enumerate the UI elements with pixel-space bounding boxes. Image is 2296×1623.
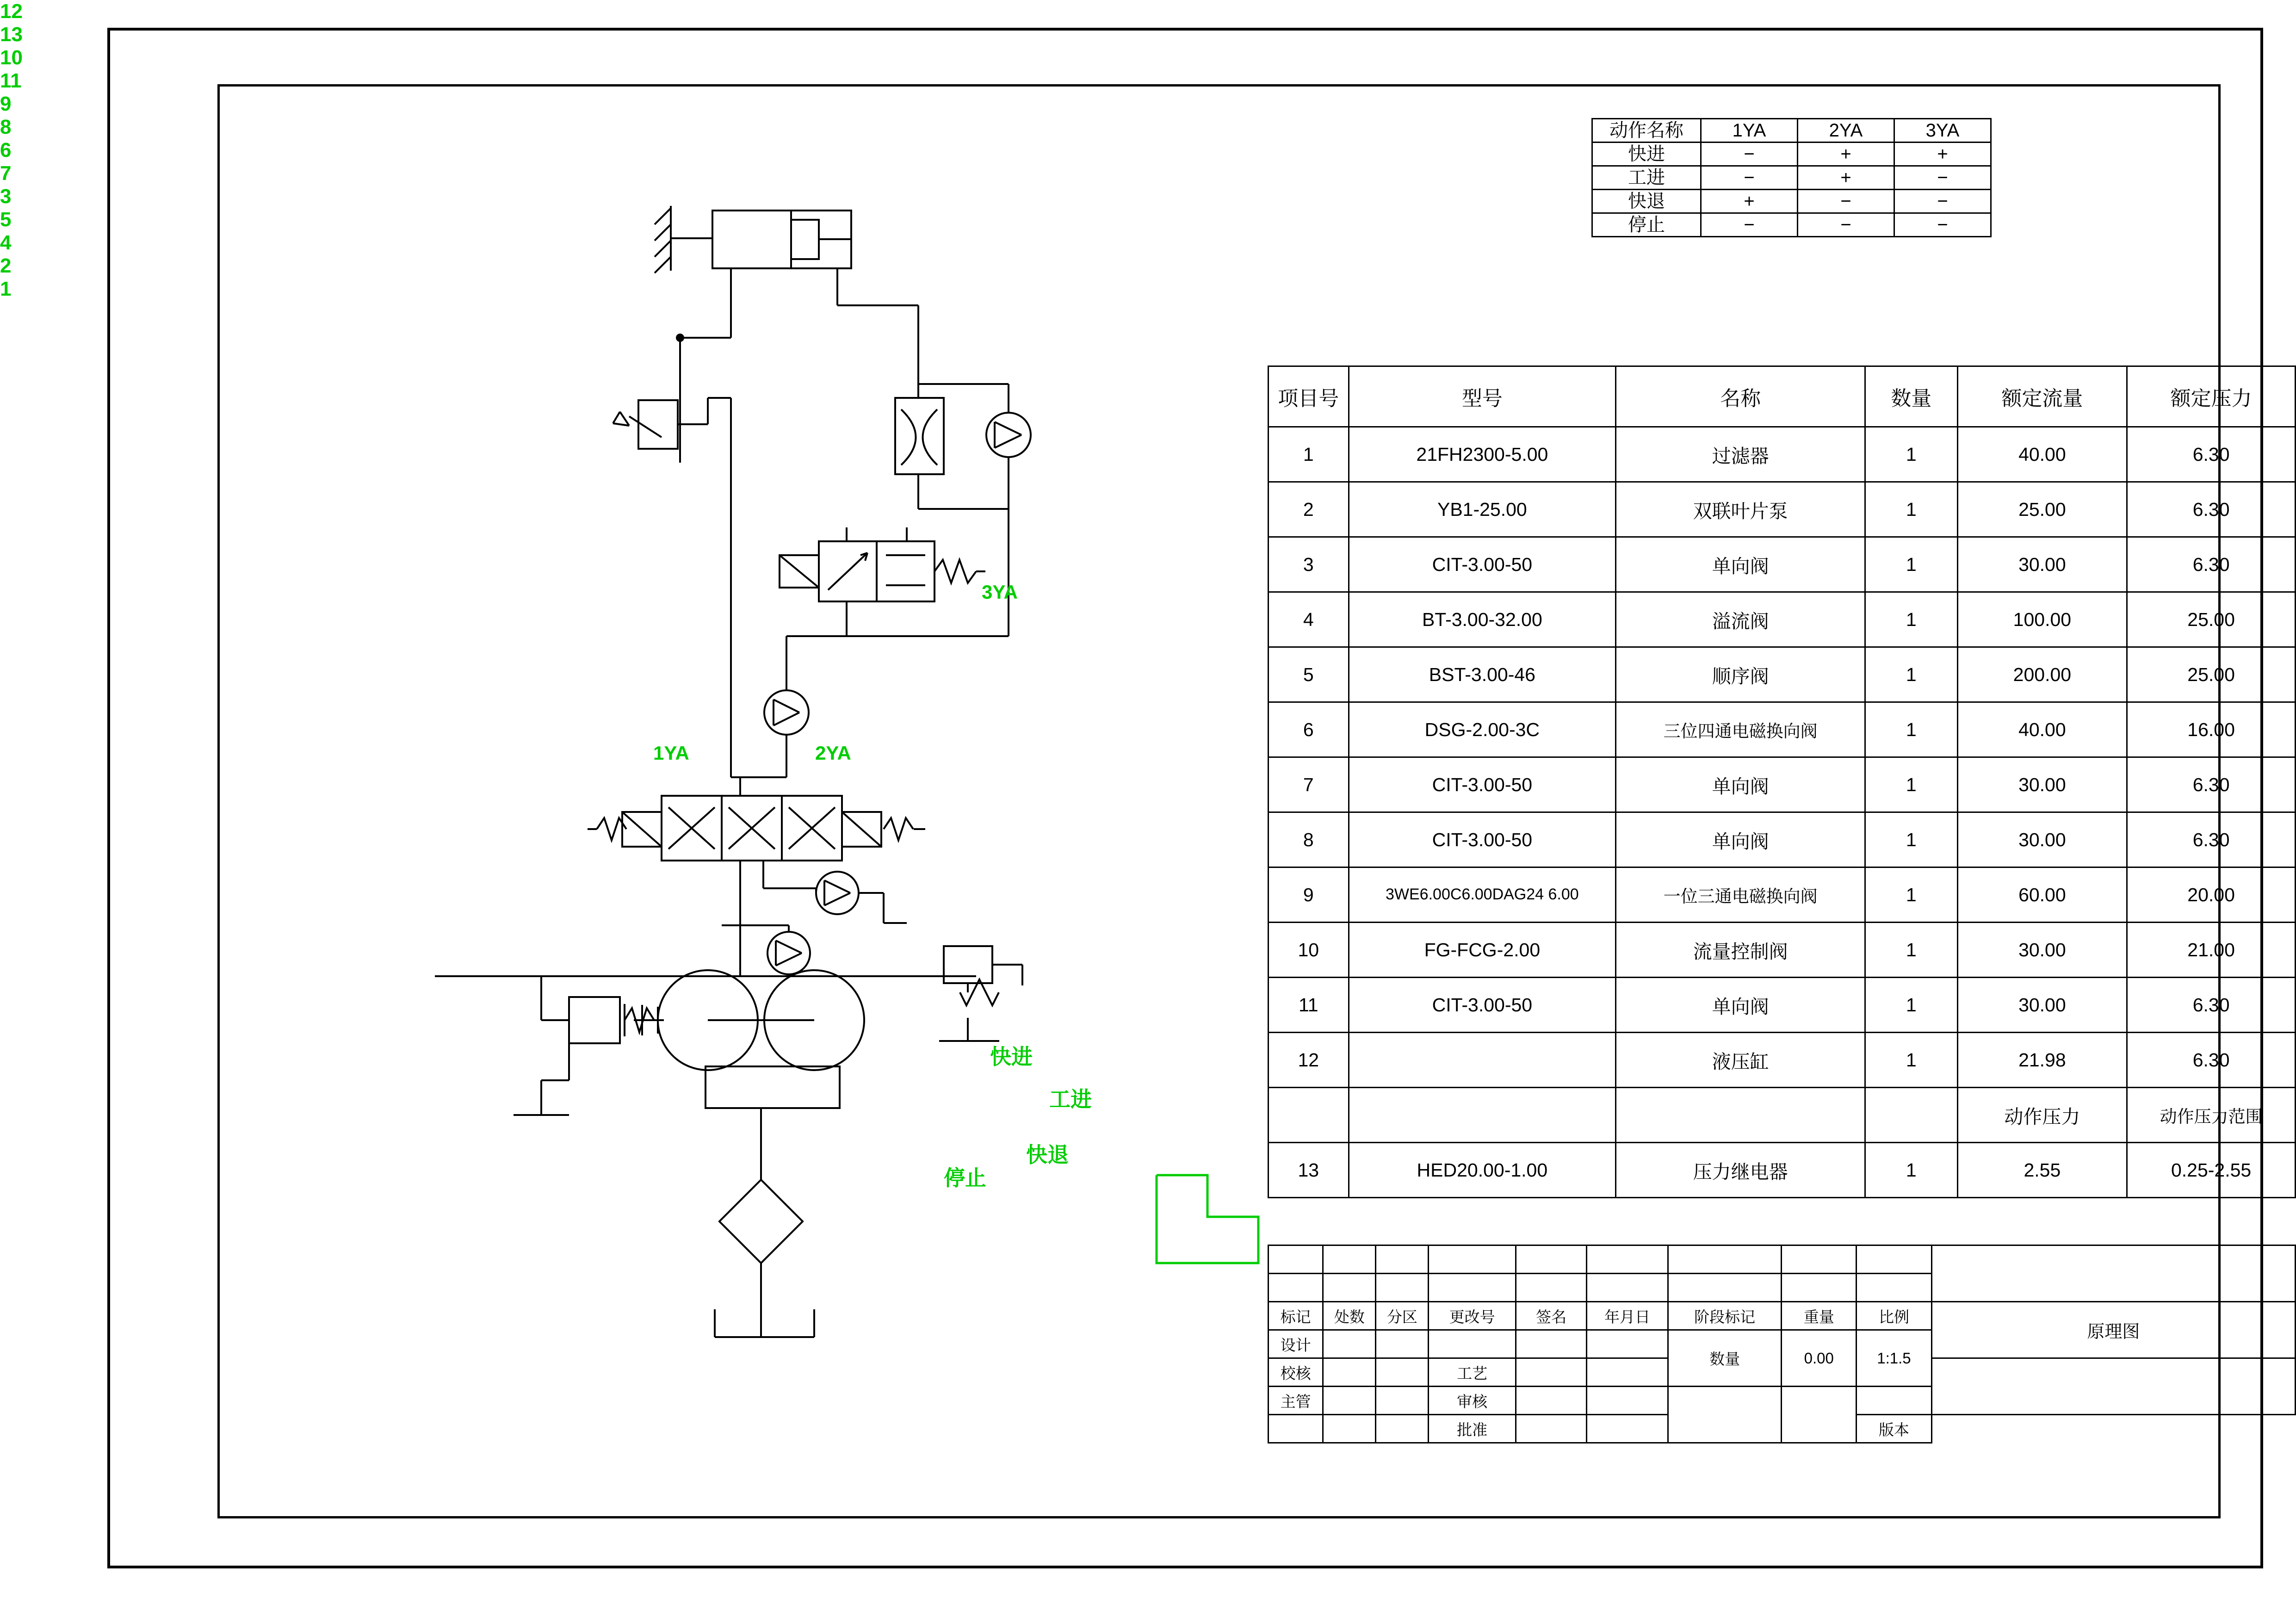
table-row — [1269, 702, 2296, 757]
parts-list-table — [1268, 365, 2296, 1198]
action-table-header-2ya: 2YA — [1798, 119, 1894, 142]
parts-header-flow: 额定流量 — [1957, 366, 2127, 427]
tb-blank — [1782, 1274, 1857, 1302]
tb-scale-label: 比例 — [1857, 1302, 1932, 1330]
solenoid-label-3ya: 3YA — [982, 581, 1018, 603]
part-pressure: 20.00 — [2127, 867, 2296, 923]
part-name: 单向阀 — [1616, 537, 1865, 592]
part-model: CIT-3.00-50 — [1349, 812, 1616, 867]
part-name: 双联叶片泵 — [1616, 482, 1865, 537]
table-row — [1269, 757, 2296, 812]
callout-6: 6 — [0, 139, 12, 161]
callout-2: 2 — [0, 254, 12, 277]
callout-5: 5 — [0, 208, 12, 231]
action-table-header-name: 动作名称 — [1592, 119, 1701, 142]
parts-header-qty: 数量 — [1865, 366, 1957, 427]
tb-blank — [1516, 1387, 1586, 1415]
tb-blank — [1931, 1358, 2295, 1415]
motion-label-kuaitui: 快退 — [1026, 1143, 1069, 1167]
tb-blank — [1323, 1415, 1376, 1443]
parts-header-no: 项目号 — [1269, 366, 1349, 427]
table-row — [1269, 1033, 2296, 1088]
table-row-header — [1269, 1302, 2296, 1330]
tb-blank — [1376, 1415, 1429, 1443]
tb-blank — [1587, 1245, 1668, 1274]
tb-blank — [1376, 1330, 1429, 1358]
callout-11: 11 — [0, 69, 22, 92]
part-model: CIT-3.00-50 — [1349, 537, 1616, 592]
tb-drawing-name: 原理图 — [1931, 1302, 2295, 1358]
tb-blank — [1782, 1387, 1857, 1443]
part-no: 3 — [1269, 537, 1349, 592]
motion-label-gongjin: 工进 — [1049, 1087, 1092, 1111]
part-name: 一位三通电磁换向阀 — [1616, 867, 1865, 923]
part-pressure: 21.00 — [2127, 923, 2296, 978]
callout-7: 7 — [0, 162, 12, 185]
part-no: 1 — [1269, 427, 1349, 482]
tb-blank — [1931, 1245, 2295, 1302]
part-flow: 40.00 — [1957, 427, 2127, 482]
parts-header-name: 名称 — [1616, 366, 1865, 427]
table-row — [1269, 647, 2296, 702]
table-row — [1269, 482, 2296, 537]
part-qty: 1 — [1865, 537, 1957, 592]
part-model: CIT-3.00-50 — [1349, 757, 1616, 812]
tb-blank — [1269, 1274, 1323, 1302]
part-model: BST-3.00-46 — [1349, 647, 1616, 702]
part-name: 压力继电器 — [1616, 1143, 1865, 1198]
action-name: 工进 — [1592, 166, 1701, 190]
table-row — [1269, 592, 2296, 647]
tb-blank — [1429, 1330, 1516, 1358]
tb-row-process: 工艺 — [1429, 1358, 1516, 1387]
title-block — [1268, 1245, 2296, 1443]
action-2ya: + — [1798, 142, 1894, 166]
callout-10: 10 — [0, 46, 23, 69]
part-no: 12 — [1269, 1033, 1349, 1088]
tb-blank — [1323, 1330, 1376, 1358]
callout-9: 9 — [0, 93, 12, 115]
part-name: 顺序阀 — [1616, 647, 1865, 702]
tb-col-changeno: 更改号 — [1429, 1302, 1516, 1330]
callout-13: 13 — [0, 23, 23, 46]
parts-header-model: 型号 — [1349, 366, 1616, 427]
tb-blank — [1782, 1245, 1857, 1274]
tb-row-review: 审核 — [1429, 1387, 1516, 1415]
tb-blank — [1516, 1330, 1586, 1358]
action-1ya: + — [1701, 190, 1798, 213]
action-3ya: − — [1894, 166, 1991, 190]
part-no: 4 — [1269, 592, 1349, 647]
table-row — [1269, 537, 2296, 592]
part-pressure: 6.30 — [2127, 757, 2296, 812]
tb-row-supervisor: 主管 — [1269, 1387, 1323, 1415]
part-pressure: 16.00 — [2127, 702, 2296, 757]
table-row — [1269, 1143, 2296, 1198]
part-qty: 1 — [1865, 1143, 1957, 1198]
tb-blank — [1269, 1245, 1323, 1274]
part-flow: 200.00 — [1957, 647, 2127, 702]
tb-blank — [1516, 1415, 1586, 1443]
tb-blank — [1516, 1358, 1586, 1387]
tb-blank — [1323, 1387, 1376, 1415]
tb-stage-mark: 阶段标记 — [1668, 1302, 1782, 1330]
tb-blank — [1516, 1245, 1586, 1274]
motion-label-kuaijin: 快进 — [990, 1045, 1033, 1069]
part-flow: 21.98 — [1957, 1033, 2127, 1088]
tb-col-count: 处数 — [1323, 1302, 1376, 1330]
part-qty: 1 — [1865, 427, 1957, 482]
tb-blank — [1376, 1358, 1429, 1387]
tb-blank — [1323, 1274, 1376, 1302]
part-flow: 30.00 — [1957, 923, 2127, 978]
part-pressure: 25.00 — [2127, 647, 2296, 702]
action-3ya: − — [1894, 213, 1991, 237]
action-1ya: − — [1701, 166, 1798, 190]
tb-blank — [1516, 1274, 1586, 1302]
callout-1: 1 — [0, 278, 12, 300]
part-name: 单向阀 — [1616, 757, 1865, 812]
part-model: 3WE6.00C6.00DAG24 6.00 — [1349, 867, 1616, 923]
tb-blank — [1323, 1245, 1376, 1274]
part-no: 6 — [1269, 702, 1349, 757]
solenoid-label-1ya: 1YA — [653, 742, 689, 764]
part-no: 7 — [1269, 757, 1349, 812]
part-name: 单向阀 — [1616, 812, 1865, 867]
part-no: 5 — [1269, 647, 1349, 702]
part-qty: 1 — [1865, 812, 1957, 867]
part-name: 液压缸 — [1616, 1033, 1865, 1088]
part-model: DSG-2.00-3C — [1349, 702, 1616, 757]
table-row — [1269, 1245, 2296, 1274]
part-flow: 动作压力 — [1957, 1088, 2127, 1143]
part-no: 11 — [1269, 978, 1349, 1033]
table-row-header — [1592, 119, 1991, 142]
action-table-header-3ya: 3YA — [1894, 119, 1991, 142]
tb-row-check: 校核 — [1269, 1358, 1323, 1387]
table-row-header — [1269, 366, 2296, 427]
part-pressure: 0.25-2.55 — [2127, 1143, 2296, 1198]
part-pressure: 25.00 — [2127, 592, 2296, 647]
tb-col-mark: 标记 — [1269, 1302, 1323, 1330]
part-name: 过滤器 — [1616, 427, 1865, 482]
callout-4: 4 — [0, 231, 12, 254]
part-model: CIT-3.00-50 — [1349, 978, 1616, 1033]
part-flow: 30.00 — [1957, 812, 2127, 867]
action-3ya: − — [1894, 190, 1991, 213]
callout-8: 8 — [0, 116, 12, 138]
part-no: 9 — [1269, 867, 1349, 923]
part-pressure: 6.30 — [2127, 812, 2296, 867]
tb-scale-value: 1:1.5 — [1857, 1330, 1932, 1387]
tb-row-design: 设计 — [1269, 1330, 1323, 1358]
table-row — [1269, 978, 2296, 1033]
tb-blank — [1376, 1387, 1429, 1415]
part-no: 13 — [1269, 1143, 1349, 1198]
action-truth-table — [1591, 118, 1992, 237]
part-flow: 60.00 — [1957, 867, 2127, 923]
tb-col-zone: 分区 — [1376, 1302, 1429, 1330]
table-row — [1269, 1088, 2296, 1143]
table-row — [1269, 812, 2296, 867]
part-flow: 30.00 — [1957, 537, 2127, 592]
table-row — [1269, 923, 2296, 978]
tb-weight-label: 重量 — [1782, 1302, 1857, 1330]
action-table-header-1ya: 1YA — [1701, 119, 1798, 142]
part-no: 2 — [1269, 482, 1349, 537]
parts-header-pressure: 额定压力 — [2127, 366, 2296, 427]
part-flow: 40.00 — [1957, 702, 2127, 757]
callout-3: 3 — [0, 185, 12, 208]
action-3ya: + — [1894, 142, 1991, 166]
table-row — [1269, 867, 2296, 923]
part-pressure: 6.30 — [2127, 978, 2296, 1033]
action-name: 停止 — [1592, 213, 1701, 237]
tb-col-sign: 签名 — [1516, 1302, 1586, 1330]
part-no: 10 — [1269, 923, 1349, 978]
part-qty: 1 — [1865, 1033, 1957, 1088]
part-model — [1349, 1033, 1616, 1088]
tb-blank — [1429, 1274, 1516, 1302]
action-2ya: + — [1798, 166, 1894, 190]
part-qty: 1 — [1865, 757, 1957, 812]
part-no: 8 — [1269, 812, 1349, 867]
part-no — [1269, 1088, 1349, 1143]
table-row — [1592, 166, 1991, 190]
table-row — [1592, 190, 1991, 213]
tb-blank — [1376, 1245, 1429, 1274]
action-1ya: − — [1701, 142, 1798, 166]
tb-col-date: 年月日 — [1587, 1302, 1668, 1330]
tb-blank — [1587, 1274, 1668, 1302]
part-name: 单向阀 — [1616, 978, 1865, 1033]
part-flow: 25.00 — [1957, 482, 2127, 537]
part-model: HED20.00-1.00 — [1349, 1143, 1616, 1198]
tb-weight-value: 0.00 — [1782, 1330, 1857, 1387]
part-name: 流量控制阀 — [1616, 923, 1865, 978]
tb-qty-label: 数量 — [1668, 1330, 1782, 1387]
part-qty: 1 — [1865, 702, 1957, 757]
table-row — [1592, 213, 1991, 237]
table-row — [1269, 427, 2296, 482]
tb-blank — [1668, 1274, 1782, 1302]
part-pressure: 6.30 — [2127, 427, 2296, 482]
part-name: 溢流阀 — [1616, 592, 1865, 647]
tb-blank — [1587, 1358, 1668, 1387]
part-qty: 1 — [1865, 923, 1957, 978]
motion-label-tingzhi: 停止 — [944, 1166, 986, 1190]
part-flow: 100.00 — [1957, 592, 2127, 647]
part-pressure: 动作压力范围 — [2127, 1088, 2296, 1143]
tb-blank — [1587, 1330, 1668, 1358]
part-qty: 1 — [1865, 978, 1957, 1033]
tb-blank — [1269, 1415, 1323, 1443]
part-qty: 1 — [1865, 592, 1957, 647]
tb-blank — [1587, 1387, 1668, 1415]
tb-blank — [1376, 1274, 1429, 1302]
part-model — [1349, 1088, 1616, 1143]
part-model: YB1-25.00 — [1349, 482, 1616, 537]
part-flow: 30.00 — [1957, 978, 2127, 1033]
action-2ya: − — [1798, 190, 1894, 213]
part-qty: 1 — [1865, 482, 1957, 537]
tb-version-label: 版本 — [1857, 1415, 1932, 1443]
tb-blank — [1668, 1245, 1782, 1274]
part-flow: 30.00 — [1957, 757, 2127, 812]
tb-blank — [1429, 1245, 1516, 1274]
action-name: 快退 — [1592, 190, 1701, 213]
tb-blank — [1857, 1274, 1932, 1302]
part-pressure: 6.30 — [2127, 482, 2296, 537]
part-pressure: 6.30 — [2127, 1033, 2296, 1088]
action-2ya: − — [1798, 213, 1894, 237]
action-name: 快进 — [1592, 142, 1701, 166]
tb-blank — [1587, 1415, 1668, 1443]
tb-blank — [1668, 1387, 1782, 1443]
part-qty — [1865, 1088, 1957, 1143]
action-1ya: − — [1701, 213, 1798, 237]
part-name — [1616, 1088, 1865, 1143]
part-pressure: 6.30 — [2127, 537, 2296, 592]
tb-row-approve: 批准 — [1429, 1415, 1516, 1443]
part-name: 三位四通电磁换向阀 — [1616, 702, 1865, 757]
part-model: 21FH2300-5.00 — [1349, 427, 1616, 482]
tb-blank — [1857, 1245, 1932, 1274]
part-model: BT-3.00-32.00 — [1349, 592, 1616, 647]
part-qty: 1 — [1865, 647, 1957, 702]
table-row — [1592, 142, 1991, 166]
part-qty: 1 — [1865, 867, 1957, 923]
part-flow: 2.55 — [1957, 1143, 2127, 1198]
part-model: FG-FCG-2.00 — [1349, 923, 1616, 978]
solenoid-label-2ya: 2YA — [815, 742, 851, 764]
callout-12: 12 — [0, 0, 23, 23]
tb-blank — [1323, 1358, 1376, 1387]
